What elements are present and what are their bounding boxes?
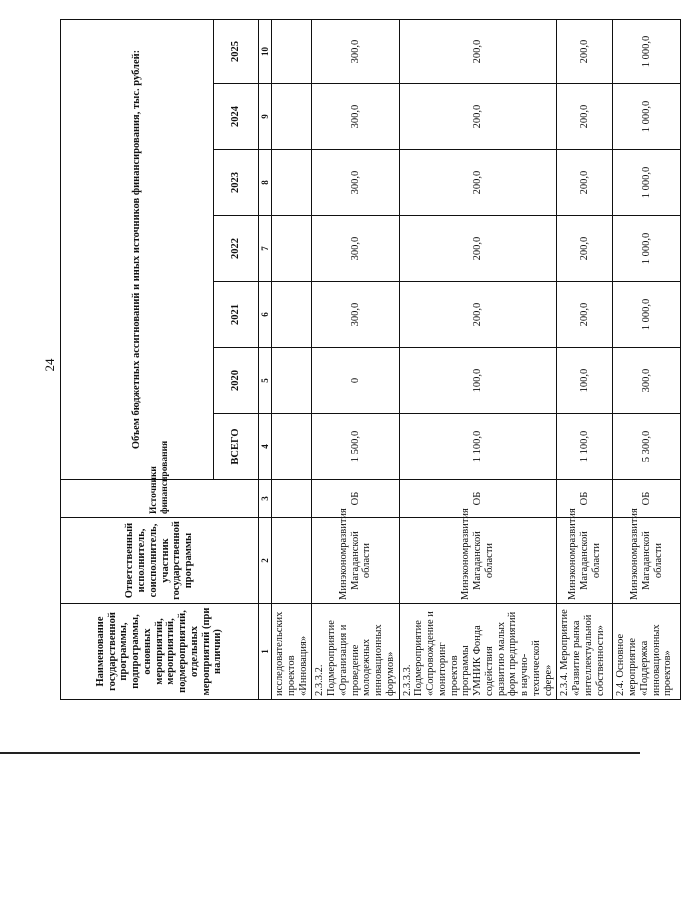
row-executor: Минэкономразвития Магаданской области <box>613 518 681 604</box>
column-number: 2 <box>259 518 272 604</box>
row-executor: Минэкономразвития Магаданской области <box>399 518 557 604</box>
row-name: 2.3.4. Мероприятие «Развитие рынка интеллектуальной собственности» <box>557 604 613 700</box>
header-sources: Источники финансирования <box>61 480 259 518</box>
column-number-row <box>259 20 272 700</box>
table-row <box>613 20 681 700</box>
row-value: 1 100,0 <box>557 414 613 480</box>
header-year-2023: 2023 <box>214 150 259 216</box>
column-number: 5 <box>259 348 272 414</box>
row-source: ОБ <box>312 480 399 518</box>
row-value: 300,0 <box>312 20 399 84</box>
row-value <box>272 20 312 84</box>
row-value: 300,0 <box>312 282 399 348</box>
rotated-table-container <box>60 20 674 700</box>
row-value: 200,0 <box>557 20 613 84</box>
table-row <box>272 20 312 700</box>
row-value: 200,0 <box>399 282 557 348</box>
row-value: 300,0 <box>312 84 399 150</box>
header-executor: Ответственный исполнитель, соисполнитель, участник государственной программы <box>61 518 259 604</box>
row-value: 300,0 <box>312 216 399 282</box>
row-value: 300,0 <box>312 150 399 216</box>
row-source <box>272 480 312 518</box>
column-number: 9 <box>259 84 272 150</box>
row-value <box>272 348 312 414</box>
header-year-2021: 2021 <box>214 282 259 348</box>
table-row <box>557 20 613 700</box>
page-number: 24 <box>42 358 57 372</box>
row-name: 2.3.3.2. Подмероприятие «Организация и проведение молодежных инновационных форумов» <box>312 604 399 700</box>
column-number: 6 <box>259 282 272 348</box>
page-divider <box>0 752 640 754</box>
row-executor: Минэкономразвития Магаданской области <box>557 518 613 604</box>
row-value: 200,0 <box>399 84 557 150</box>
row-value <box>272 84 312 150</box>
row-executor <box>272 518 312 604</box>
row-source: ОБ <box>557 480 613 518</box>
column-number: 1 <box>259 604 272 700</box>
row-name: 2.4. Основное мероприятие «Поддержка инновационных проектов» <box>613 604 681 700</box>
header-name: Наименование государственной программы, подпрограммы, основных мероприятий, мероприятий, подмероприятий, отдельных мероприятий (при наличии) <box>61 604 259 700</box>
row-value: 1 000,0 <box>613 150 681 216</box>
header-volume: Объем бюджетных ассигнований и иных источников финансирования, тыс. рублей: <box>61 20 214 480</box>
row-value: 1 000,0 <box>613 282 681 348</box>
header-year-2020: 2020 <box>214 348 259 414</box>
row-value: 100,0 <box>557 348 613 414</box>
row-value: 1 100,0 <box>399 414 557 480</box>
row-name: 2.3.3.3. Подмероприятие «Сопровождение и мониторинг проектов программы УМНИК Фонда содействия развитию малых форм предприятий в научно-технической сфере» <box>399 604 557 700</box>
header-year-total: ВСЕГО <box>214 414 259 480</box>
row-value: 100,0 <box>399 348 557 414</box>
row-value: 200,0 <box>557 150 613 216</box>
column-number: 7 <box>259 216 272 282</box>
header-year-2025: 2025 <box>214 20 259 84</box>
row-executor: Минэкономразвития Магаданской области <box>312 518 399 604</box>
row-value: 200,0 <box>399 20 557 84</box>
row-value: 200,0 <box>399 150 557 216</box>
row-value: 200,0 <box>557 282 613 348</box>
row-value: 200,0 <box>557 84 613 150</box>
column-number: 4 <box>259 414 272 480</box>
financing-table <box>60 19 681 700</box>
row-source: ОБ <box>613 480 681 518</box>
row-value <box>272 216 312 282</box>
row-name: исследовательских проектов «Инновация» <box>272 604 312 700</box>
column-number: 3 <box>259 480 272 518</box>
row-value: 5 300,0 <box>613 414 681 480</box>
row-value: 200,0 <box>399 216 557 282</box>
column-number: 8 <box>259 150 272 216</box>
row-value <box>272 150 312 216</box>
row-value: 1 000,0 <box>613 216 681 282</box>
row-value <box>272 414 312 480</box>
row-value <box>272 282 312 348</box>
row-value: 300,0 <box>613 348 681 414</box>
header-year-2022: 2022 <box>214 216 259 282</box>
column-number: 10 <box>259 20 272 84</box>
row-value: 1 500,0 <box>312 414 399 480</box>
table-row <box>399 20 557 700</box>
header-year-2024: 2024 <box>214 84 259 150</box>
row-value: 1 000,0 <box>613 20 681 84</box>
row-value: 0 <box>312 348 399 414</box>
row-value: 1 000,0 <box>613 84 681 150</box>
table-row <box>312 20 399 700</box>
row-value: 200,0 <box>557 216 613 282</box>
row-source: ОБ <box>399 480 557 518</box>
